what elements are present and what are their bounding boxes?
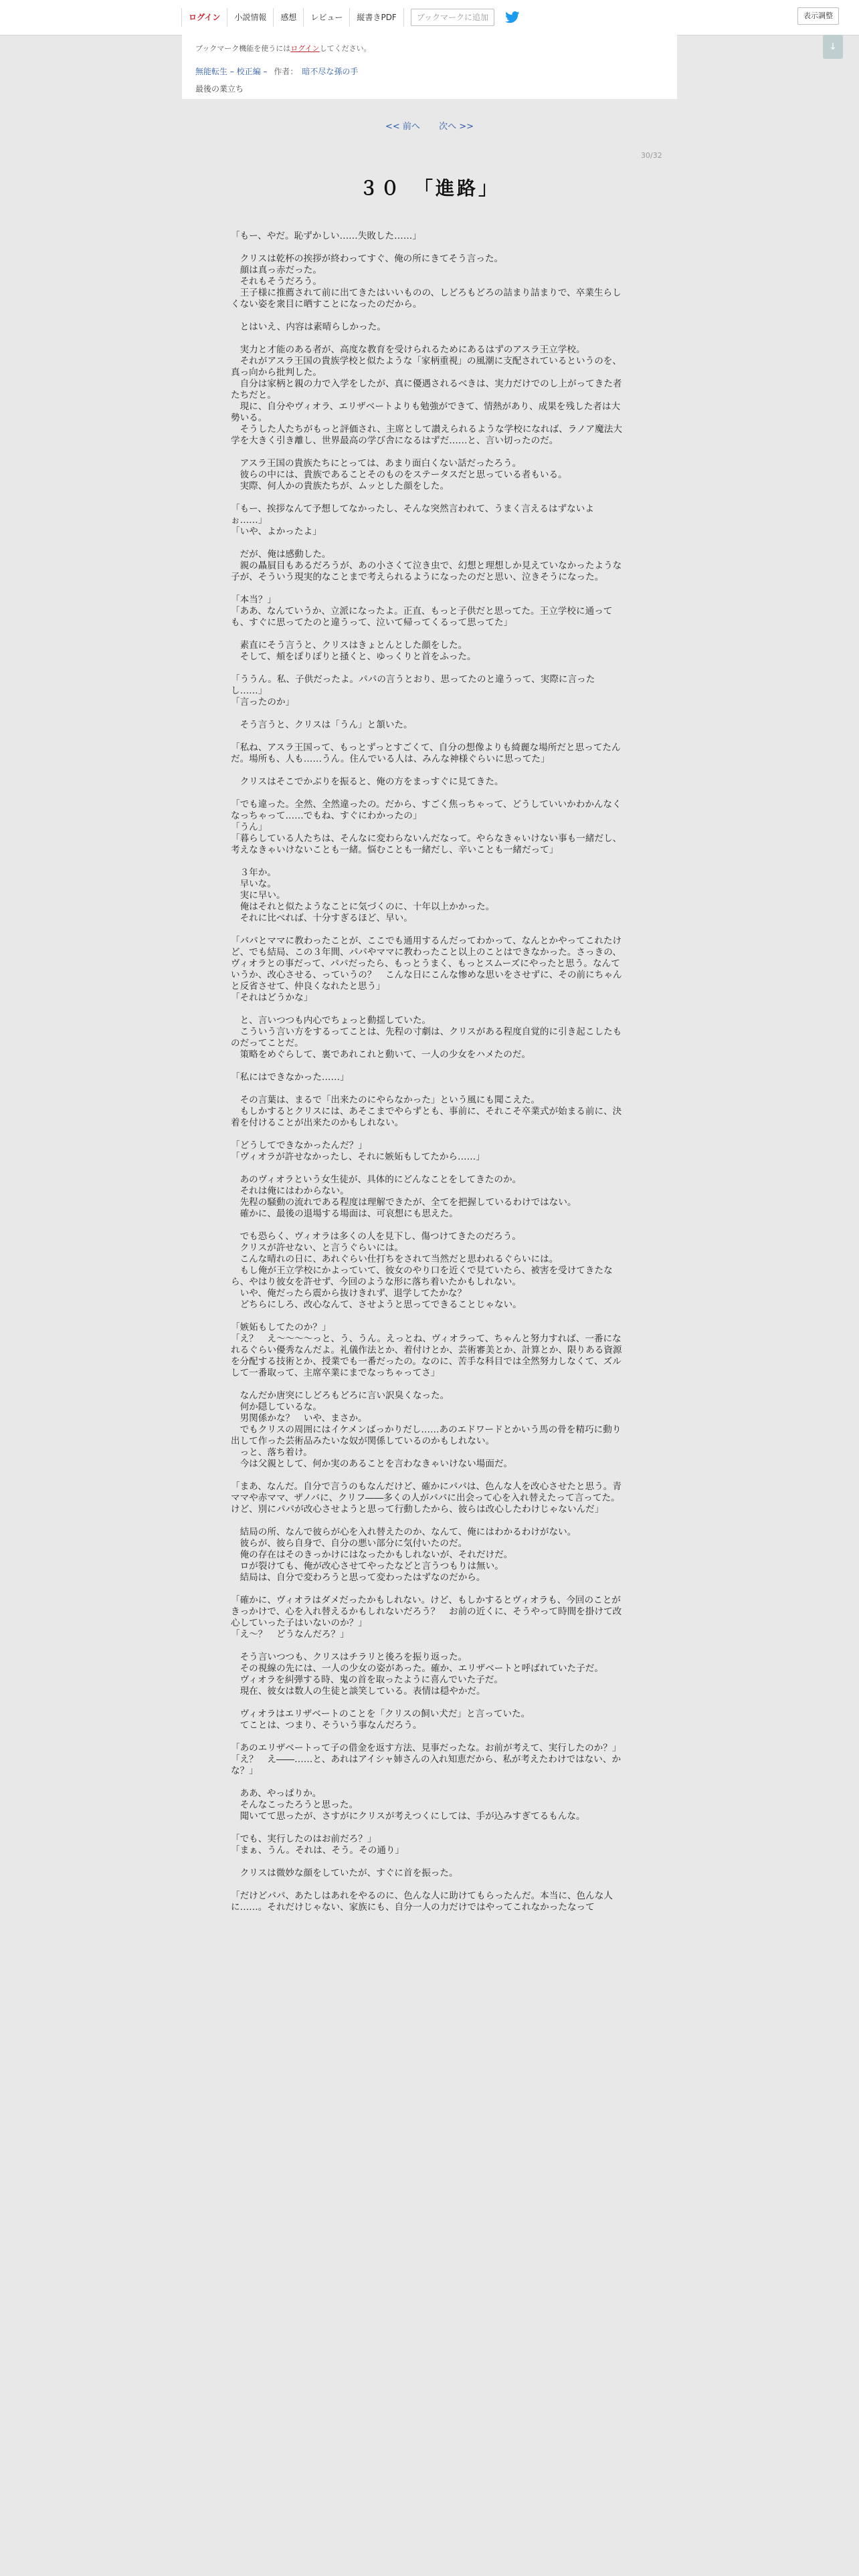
body-paragraph: 「本当？」 [231, 595, 276, 605]
body-paragraph: そして、頬をぽりぽりと掻くと、ゆっくりと首をふった。 [231, 651, 476, 662]
body-paragraph: 男関係かな？ いや、まさか。 [231, 1413, 367, 1424]
body-paragraph: それがアスラ王国の貴族学校と似たような「家柄重視」の風潮に支配されているというのを、真っ向から批判した。 [231, 356, 622, 378]
body-paragraph: 「え～？ どうなんだろ？」 [231, 1629, 349, 1640]
body-paragraph: 「でも、実行したのはお前だろ？」 [231, 1834, 377, 1844]
body-paragraph [231, 538, 626, 549]
body-paragraph [231, 1004, 626, 1015]
novel-info-link[interactable]: 小説情報 [227, 8, 274, 27]
body-paragraph: 「え？ え〜〜〜〜っと、う、うん。えっとね、ヴィオラって、ちゃんと努力すれば、一番になれるぐらい優秀なんだよ。礼儀作法とか、着付けとか、芸術審美とか、計算とか、限りある資源を分配する技術とか、授業でも一番だったの。なのに、苦手な科目では全然努力しなくて、ズルして一番取って、主席卒業にまでなっちゃってさ」 [231, 1333, 622, 1378]
body-paragraph: どちらにしろ、改心なんて、させようと思ってできることじゃない。 [231, 1299, 522, 1310]
body-paragraph: てことは、つまり、そういう事なんだろう。 [231, 1720, 422, 1731]
body-paragraph: 聞いてて思ったが、さすがにクリスが考えつくにしては、手が込みすぎてるもんな。 [231, 1811, 585, 1822]
novel-meta [195, 66, 358, 77]
body-paragraph: 親の贔屓目もあるだろうが、あの小さくて泣き虫で、幻想と理想しか見えていなかったような子が、そういう現実的なことまで考えられるようになったのだと思い、泣きそうになった。 [231, 560, 622, 582]
body-paragraph: 「ヴィオラが許せなかったし、それに嫉妬もしてたから……」 [231, 1152, 485, 1162]
body-paragraph [231, 663, 626, 674]
body-paragraph: ロが裂けても、俺が改心させてやったなどと言うつもりは無い。 [231, 1561, 504, 1572]
body-paragraph: でも恐らく、ヴィオラは多くの人を見下し、傷つけてきたのだろう。 [231, 1231, 521, 1242]
body-paragraph: 「私ね、アスラ王国って、もっとずっとすごくて、自分の想像よりも綺麗な場所だと思ってたんだ。場所も、人も……うん。住んでいる人は、みんな神様ぐらいに思ってた」 [231, 742, 621, 764]
body-paragraph: 実際、何人かの貴族たちが、ムッとした顔をした。 [231, 481, 450, 492]
vertical-pdf-link[interactable]: 縦書きPDF [350, 8, 403, 27]
body-paragraph: もしかするとクリスには、あそこまでやらずとも、事前に、それこそ卒業式が始まる前に、決着を付けることが出来たのかもしれない。 [231, 1106, 622, 1128]
body-paragraph [231, 492, 626, 504]
display-adjust-button[interactable]: 表示調整 [797, 7, 839, 25]
body-paragraph: 「ううん。私、子供だったよ。パパの言うとおり、思ってたのと違うって、実際に言ったし……」 [231, 674, 595, 696]
body-paragraph: なんだか唐突にしどろもどろに言い訳臭くなった。 [231, 1390, 450, 1401]
body-paragraph: クリスは乾杯の挨拶が終わってすぐ、俺の所にきてそう言った。 [231, 253, 504, 264]
body-paragraph [231, 1822, 626, 1834]
notice-login-link[interactable]: ログイン [290, 44, 320, 53]
body-paragraph: そう言うと、クリスは「うん」と頷いた。 [231, 720, 413, 730]
body-paragraph: 「だけどパパ、あたしはあれをやるのに、色んな人に助けてもらったんだ。本当に、色んな人に……。それだけじゃない、家族にも、自分一人の力だけではやってこれなかったなって [231, 1891, 613, 1913]
body-paragraph: 「いや、よかったよ」 [231, 526, 322, 537]
main-nav [181, 7, 520, 27]
body-paragraph [231, 708, 626, 720]
chapter-title: ３０ 「進路」 [359, 177, 500, 199]
body-paragraph: 「暮らしている人たちは、そんなに変わらないんだなって。やらなきゃいけない事も一緒だし、考えなきゃいけないことも一緒。悩むことも一緒だし、辛いことも一緒だって」 [231, 833, 622, 855]
body-paragraph: 彼らの中には、貴族であることそのものをステータスだと思っている者もいる。 [231, 469, 567, 480]
body-paragraph: っと、落ち着け。 [231, 1447, 312, 1458]
body-paragraph [231, 1777, 626, 1788]
body-paragraph [231, 1163, 626, 1174]
body-paragraph: 「確かに、ヴィオラはダメだったかもしれない。けど、もしかするとヴィオラも、今回のことがきっかけで、心を入れ替えるかもしれないだろう？ お前の近くに、そうやって時間を掛けて改心していった子はいないのか？」 [231, 1595, 622, 1628]
body-paragraph: 王子様に推薦されて前に出てきたはいいものの、しどろもどろの詰まり詰まりで、卒業生らしくない姿を衆目に晒すことになったのだから。 [231, 288, 622, 310]
body-paragraph [231, 583, 626, 595]
body-paragraph: いや、俺だったら震から抜けきれず、退学してたかな？ [231, 1288, 467, 1299]
body-paragraph: 「言ったのか」 [231, 697, 295, 708]
body-paragraph: こんな晴れの日に、あれぐらい仕打ちをされて当然だと思われるぐらいには。 [231, 1254, 559, 1265]
body-paragraph [231, 1220, 626, 1231]
body-paragraph [231, 1129, 626, 1140]
body-paragraph [231, 731, 626, 742]
body-paragraph: そう言いつつも、クリスはチラリと後ろを振り返った。 [231, 1652, 468, 1662]
body-paragraph [231, 242, 626, 253]
body-paragraph: あのヴィオラという女生徒が、具体的にどんなことをしてきたのか。 [231, 1174, 522, 1185]
body-paragraph [231, 1584, 626, 1595]
author-link[interactable]: 暗不尽な孫の手 [302, 67, 359, 76]
body-paragraph: 現に、自分やヴィオラ、エリザベートよりも勉強ができて、情熱があり、成果を残した者は大勢いる。 [231, 401, 621, 423]
series-link[interactable]: 無能転生 [195, 67, 228, 76]
body-paragraph: 俺はそれと似たようなことに気づくのに、十年以上かかった。 [231, 901, 495, 912]
body-paragraph: と、言いつつも内心でちょっと動揺していた。 [231, 1015, 432, 1026]
body-paragraph: それは俺にはわからない。 [231, 1186, 349, 1196]
section-name: 最後の業立ち [195, 84, 244, 94]
next-chapter-link[interactable]: 次へ >> [439, 122, 474, 132]
body-paragraph: 今は父親として、何か実のあることを言わなきゃいけない場面だ。 [231, 1459, 513, 1469]
body-paragraph: 策略をめぐらして、裏であれこれと動いて、一人の少女をハメたのだ。 [231, 1049, 531, 1060]
twitter-icon[interactable] [505, 11, 520, 23]
body-paragraph: 結局の所、なんで彼らが心を入れ替えたのか、なんて、俺にはわかるわけがない。 [231, 1527, 577, 1537]
body-paragraph: 「私にはできなかった……」 [231, 1072, 349, 1083]
body-paragraph: ああ、やっぱりか。 [231, 1788, 322, 1799]
author-label: 作者： [274, 67, 298, 76]
body-paragraph: 「まあ、なんだ。自分で言うのもなんだけど、確かにパパは、色んな人を改心させたと思う。青ママや赤ママ、ザノバに、クリフ――多くの人がパパに出会って心を入れ替えたって言ってた。けど、別にパパが改心させようと思って行動したから、彼らは改心したわけじゃないんだ」 [231, 1481, 622, 1515]
page-count: 30/32 [641, 151, 662, 160]
chapter-pager [0, 119, 859, 132]
body-paragraph: 「もー、やだ。恥ずかしい……失敗した……」 [231, 231, 421, 241]
body-paragraph: 「ああ、なんていうか、立派になったよ。正直、もっと子供だと思ってた。王立学校に通っても、すぐに思ってたのと違うって、泣いて帰ってくるって思ってた」 [231, 606, 613, 628]
body-paragraph: 何か隠しているな。 [231, 1402, 322, 1412]
volume-link[interactable]: – 校正編 – [229, 67, 268, 76]
body-paragraph: それに比べれば、十分すぎるほど、早い。 [231, 913, 413, 924]
body-paragraph: クリスは微妙な顔をしていたが、すぐに首を振った。 [231, 1868, 458, 1879]
body-paragraph: 「どうしてできなかったんだ？」 [231, 1140, 367, 1151]
body-paragraph: 「もー、挨拶なんて予想してなかったし、そんな突然言われて、うまく言えるはずないよぉ……」 [231, 504, 594, 526]
body-paragraph [231, 1083, 626, 1095]
body-paragraph: 俺の存在はそのきっかけにはなったかもしれないが、それだけだ。 [231, 1549, 513, 1560]
body-paragraph: 先程の騒動の流れである程度は理解できたが、全てを把握しているわけではない。 [231, 1197, 577, 1208]
body-paragraph [231, 788, 626, 799]
body-paragraph: 実力と才能のある者が、高度な教育を受けられるためにあるはずのアスラ王立学校。 [231, 344, 585, 355]
body-paragraph: 「うん」 [231, 822, 268, 833]
body-paragraph: 「パパとママに教わったことが、ここでも通用するんだってわかって、なんとかやってこれたけど、でも結局、この３年間、パパやママに教わったこと以上のことはできなかった。さっきの、ヴィオラとの事だって、パパだったら、もっとうまく、もっとスムーズにやったと思う。なんていうか、改心させる、っていうの？ こんな日にこんな惨めな思いをさせずに、その前にちゃんと反省させて、仲良くなれたと思う」 [231, 936, 622, 992]
body-paragraph: 「まぁ、うん。それは、そう。その通り」 [231, 1845, 405, 1856]
prev-chapter-link[interactable]: << 前へ [385, 122, 420, 132]
body-paragraph [231, 1311, 626, 1322]
body-paragraph [231, 310, 626, 322]
review-link[interactable]: レビュー [304, 8, 350, 27]
notice-text-end: してください。 [319, 44, 371, 53]
body-paragraph [231, 1379, 626, 1390]
impressions-link[interactable]: 感想 [274, 8, 304, 27]
add-bookmark-button[interactable]: ブックマークに追加 [411, 9, 494, 26]
body-paragraph: ヴィオラを糾弾する時、鬼の首を取ったように喜んでいた子だ。 [231, 1675, 503, 1685]
body-paragraph: クリスはそこでかぶりを振ると、俺の方をまっすぐに見てきた。 [231, 776, 504, 787]
body-paragraph [231, 1879, 626, 1891]
body-paragraph: もし俺が王立学校にかよっていて、彼女のやり口を近くで見ていたら、被害を受けてきたなら、やはり彼女を許せず、今回のような形に落ち着いたかもしれない。 [231, 1265, 613, 1287]
bookmark-notice [195, 43, 371, 53]
body-paragraph [231, 924, 626, 936]
body-paragraph: そんなこったろうと思った。 [231, 1800, 359, 1810]
body-paragraph: とはいえ、内容は素晴らしかった。 [231, 322, 386, 332]
body-paragraph [231, 333, 626, 344]
body-paragraph: その言葉は、まるで「出来たのにやらなかった」という風にも聞こえた。 [231, 1095, 541, 1105]
body-paragraph: 自分は家柄と親の力で入学をしたが、真に優遇されるべきは、実力だけでのし上がってきた者たちだと。 [231, 379, 622, 401]
body-paragraph: ヴィオラはエリザベートのことを「クリスの飼い犬だ」と言っていた。 [231, 1709, 531, 1719]
body-paragraph: それもそうだろう。 [231, 276, 322, 287]
body-paragraph: 素直にそう言うと、クリスはきょとんとした顔をした。 [231, 640, 468, 651]
down-arrow-icon: ↓ [829, 41, 837, 52]
body-paragraph: ３年か。 [231, 867, 276, 878]
body-paragraph: クリスが許せない、と言うぐらいには。 [231, 1243, 404, 1253]
body-paragraph [231, 765, 626, 776]
body-paragraph: 「え？ え――……と、あれはアイシャ姉さんの入れ知恵だから、私が考えたわけではない、かな？」 [231, 1754, 622, 1776]
novel-info-box [182, 35, 677, 99]
body-paragraph: 「あのエリザベートって子の借金を返す方法、見事だったな。お前が考えて、実行したのか？」 [231, 1743, 622, 1753]
body-paragraph: でもクリスの周囲にはイケメンばっかりだし……あのエドワードとかいう馬の骨を精巧に動り出して作った芸術品みたいな奴が関係しているのかもしれない。 [231, 1424, 622, 1446]
body-paragraph: 顔は真っ赤だった。 [231, 265, 322, 276]
body-paragraph: こういう言い方をするってことは、先程の寸劇は、クリスがある程度自覚的に引き起こしたものだってことだ。 [231, 1027, 622, 1049]
body-paragraph: 「それはどうかな」 [231, 992, 313, 1003]
novel-body [231, 231, 626, 1913]
scroll-down-button[interactable] [823, 35, 843, 59]
body-paragraph [231, 447, 626, 458]
body-paragraph: その視線の先には、一人の少女の姿があった。確か、エリザベートと呼ばれていた子だ。 [231, 1663, 603, 1674]
body-paragraph: 確かに、最後の退場する場面は、可哀想にも思えた。 [231, 1208, 458, 1219]
body-paragraph [231, 856, 626, 867]
body-paragraph: 「嫉妬もしてたのか？」 [231, 1322, 331, 1333]
body-paragraph: 現在、彼女は数人の生徒と談笑している。表情は穏やかだ。 [231, 1686, 486, 1697]
body-paragraph: 「でも違った。全然、全然違ったの。だから、すごく焦っちゃって、どうしていいかわかんなくなっちゃって……でもね、すぐにわかったの」 [231, 799, 622, 821]
login-link[interactable]: ログイン [181, 8, 227, 27]
body-paragraph [231, 1856, 626, 1868]
body-paragraph [231, 1640, 626, 1652]
body-paragraph [231, 629, 626, 640]
body-paragraph [231, 1515, 626, 1527]
body-paragraph: アスラ王国の貴族たちにとっては、あまり面白くない話だったろう。 [231, 458, 522, 469]
body-paragraph: そうした人たちがもっと評価され、主席として讃えられるような学校になれば、ラノア魔法大学を大きく引き離し、世界最高の学び舎になるはずだ……と、言い切ったのだ。 [231, 424, 622, 446]
top-navigation-bar [0, 0, 859, 35]
body-paragraph [231, 1697, 626, 1709]
body-paragraph: 彼らが、彼ら自身で、自分の悪い部分に気付いたのだ。 [231, 1538, 468, 1549]
body-paragraph: だが、俺は感動した。 [231, 549, 331, 560]
body-paragraph [231, 1731, 626, 1743]
body-paragraph: 早いな。 [231, 879, 276, 889]
body-paragraph [231, 1470, 626, 1481]
body-paragraph: 結局は、自分で変わろうと思って変わったはずなのだから。 [231, 1572, 486, 1583]
body-paragraph: 実に早い。 [231, 890, 286, 901]
notice-text: ブックマーク機能を使うには [195, 44, 291, 53]
body-paragraph [231, 1061, 626, 1072]
